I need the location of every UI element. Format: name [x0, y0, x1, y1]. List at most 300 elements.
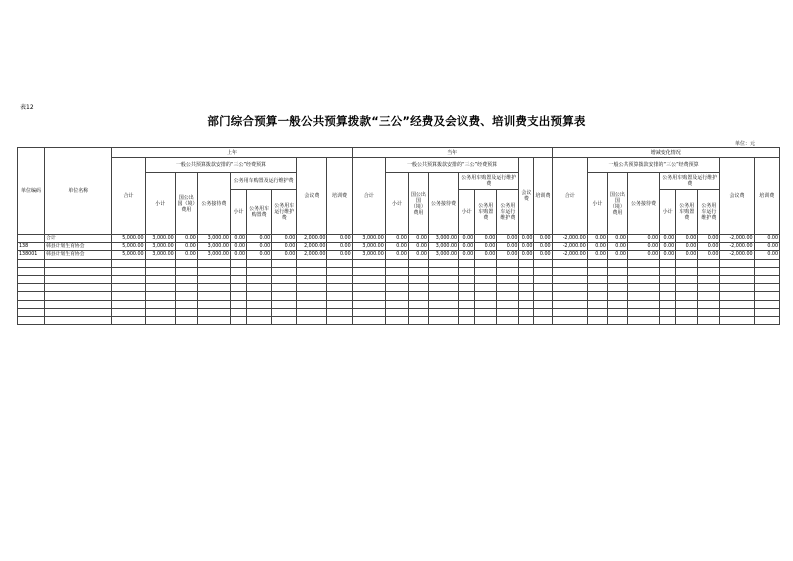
cell-value: 0.00	[231, 251, 247, 259]
empty-cell	[408, 300, 428, 308]
empty-cell	[18, 308, 45, 316]
empty-cell	[552, 316, 587, 324]
cell-value: 0.00	[519, 235, 534, 243]
header-abroad: 国公出国（境）费用	[607, 173, 627, 235]
empty-cell	[627, 300, 659, 308]
empty-cell	[475, 300, 497, 308]
empty-cell	[145, 292, 175, 300]
empty-cell	[475, 267, 497, 275]
empty-cell	[459, 284, 475, 292]
empty-cell	[587, 267, 607, 275]
empty-cell	[231, 267, 247, 275]
empty-cell	[428, 308, 458, 316]
empty-cell	[497, 300, 519, 308]
empty-cell	[720, 308, 754, 316]
empty-cell	[607, 284, 627, 292]
empty-cell	[385, 316, 408, 324]
empty-cell	[297, 267, 327, 275]
empty-cell	[231, 308, 247, 316]
empty-cell	[247, 308, 272, 316]
empty-row	[18, 267, 780, 275]
cell-value: 0.00	[607, 243, 627, 251]
empty-cell	[272, 259, 297, 267]
header-car-run: 公务用车运行维护费	[497, 190, 519, 235]
cell-value: 0.00	[175, 235, 197, 243]
header-car-group: 公务用车购置及运行维护费	[660, 173, 720, 190]
header-training: 培训费	[327, 158, 352, 235]
empty-cell	[534, 275, 552, 283]
cell-value: 0.00	[408, 235, 428, 243]
empty-cell	[297, 259, 327, 267]
empty-cell	[428, 275, 458, 283]
cell-value: -2,000.00	[720, 235, 754, 243]
empty-cell	[587, 259, 607, 267]
empty-cell	[587, 316, 607, 324]
empty-cell	[197, 259, 230, 267]
empty-cell	[607, 292, 627, 300]
cell-value: 0.00	[698, 235, 720, 243]
empty-cell	[175, 275, 197, 283]
header-subtotal: 小计	[587, 173, 607, 235]
empty-cell	[497, 267, 519, 275]
empty-cell	[720, 284, 754, 292]
empty-cell	[197, 316, 230, 324]
header-meeting: 会议费	[297, 158, 327, 235]
empty-cell	[552, 267, 587, 275]
empty-cell	[519, 259, 534, 267]
cell-value: 0.00	[408, 251, 428, 259]
cell-value: 3,000.00	[145, 243, 175, 251]
empty-cell	[297, 275, 327, 283]
empty-cell	[45, 275, 112, 283]
table-row	[18, 243, 780, 251]
empty-cell	[247, 275, 272, 283]
empty-cell	[475, 308, 497, 316]
cell-value: 0.00	[175, 243, 197, 251]
empty-cell	[627, 308, 659, 316]
table-body	[18, 235, 780, 325]
cell-value: 0.00	[497, 251, 519, 259]
header-general: 一般公共预算拨款安排的“三公”经费预算	[145, 158, 297, 173]
empty-cell	[660, 300, 676, 308]
empty-cell	[607, 267, 627, 275]
empty-cell	[18, 267, 45, 275]
cell-value: -2,000.00	[552, 243, 587, 251]
cell-value: 3,000.00	[145, 251, 175, 259]
empty-cell	[534, 300, 552, 308]
empty-cell	[197, 267, 230, 275]
cell-value: 0.00	[676, 243, 698, 251]
header-general: 一般公共预算拨款安排的“三公”经费预算	[587, 158, 720, 173]
cell-value: 0.00	[519, 251, 534, 259]
empty-cell	[352, 292, 385, 300]
header-car-run: 公务用车运行维护费	[272, 190, 297, 235]
cell-value: 0.00	[327, 235, 352, 243]
empty-cell	[45, 259, 112, 267]
cell-value: 3,000.00	[197, 251, 230, 259]
empty-cell	[385, 259, 408, 267]
empty-row	[18, 300, 780, 308]
empty-cell	[497, 275, 519, 283]
empty-cell	[112, 316, 145, 324]
cell-value: 0.00	[754, 235, 779, 243]
cell-name: 韩县计划生育协会	[45, 251, 112, 259]
empty-cell	[459, 259, 475, 267]
empty-cell	[272, 300, 297, 308]
cell-value: 0.00	[698, 243, 720, 251]
empty-cell	[475, 275, 497, 283]
empty-cell	[497, 316, 519, 324]
empty-cell	[112, 267, 145, 275]
empty-cell	[698, 316, 720, 324]
empty-cell	[112, 259, 145, 267]
cell-value: 0.00	[497, 235, 519, 243]
empty-cell	[497, 292, 519, 300]
empty-cell	[175, 267, 197, 275]
empty-cell	[247, 259, 272, 267]
empty-cell	[676, 275, 698, 283]
cell-value: 0.00	[754, 251, 779, 259]
empty-cell	[428, 259, 458, 267]
empty-cell	[112, 308, 145, 316]
cell-value: 0.00	[247, 235, 272, 243]
empty-row	[18, 284, 780, 292]
empty-cell	[352, 316, 385, 324]
cell-value: 0.00	[475, 235, 497, 243]
header-training: 培训费	[534, 158, 552, 235]
empty-cell	[587, 275, 607, 283]
empty-cell	[385, 292, 408, 300]
header-group-diff: 增减变化情况	[552, 148, 779, 158]
empty-cell	[231, 284, 247, 292]
header-reception: 公务接待费	[197, 173, 230, 235]
empty-cell	[197, 308, 230, 316]
cell-value: 0.00	[676, 235, 698, 243]
empty-cell	[175, 259, 197, 267]
empty-cell	[754, 284, 779, 292]
empty-cell	[754, 267, 779, 275]
empty-cell	[272, 284, 297, 292]
empty-cell	[660, 308, 676, 316]
empty-cell	[175, 308, 197, 316]
cell-value: 3,000.00	[352, 251, 385, 259]
empty-cell	[720, 267, 754, 275]
empty-cell	[698, 292, 720, 300]
cell-value: 0.00	[231, 243, 247, 251]
empty-cell	[272, 308, 297, 316]
empty-cell	[297, 308, 327, 316]
empty-cell	[754, 300, 779, 308]
empty-cell	[720, 275, 754, 283]
empty-cell	[231, 259, 247, 267]
cell-value: 0.00	[459, 251, 475, 259]
cell-value: 0.00	[607, 235, 627, 243]
table-row	[18, 251, 780, 259]
empty-cell	[327, 259, 352, 267]
cell-value: 5,000.00	[112, 235, 145, 243]
empty-cell	[352, 259, 385, 267]
cell-value: 3,000.00	[197, 243, 230, 251]
header-car-group: 公务用车购置及运行维护费	[231, 173, 297, 190]
empty-cell	[272, 275, 297, 283]
header-subtotal: 小计	[660, 190, 676, 235]
header-total: 合计	[352, 158, 385, 235]
empty-cell	[698, 300, 720, 308]
empty-cell	[197, 292, 230, 300]
cell-value: 0.00	[247, 251, 272, 259]
empty-cell	[352, 267, 385, 275]
empty-cell	[45, 316, 112, 324]
empty-cell	[676, 267, 698, 275]
empty-cell	[475, 292, 497, 300]
empty-cell	[327, 267, 352, 275]
empty-cell	[247, 284, 272, 292]
empty-cell	[660, 284, 676, 292]
empty-cell	[627, 316, 659, 324]
cell-value: -2,000.00	[720, 251, 754, 259]
empty-cell	[519, 316, 534, 324]
empty-cell	[698, 267, 720, 275]
header-code: 单位编码	[18, 148, 45, 235]
empty-row	[18, 259, 780, 267]
empty-cell	[497, 308, 519, 316]
empty-cell	[720, 300, 754, 308]
cell-value: -2,000.00	[552, 251, 587, 259]
empty-cell	[660, 292, 676, 300]
header-abroad: 国公出国（境）费用	[408, 173, 428, 235]
empty-cell	[627, 259, 659, 267]
empty-cell	[676, 308, 698, 316]
table-number: 表12	[20, 104, 34, 111]
empty-cell	[534, 284, 552, 292]
empty-cell	[352, 275, 385, 283]
empty-cell	[197, 300, 230, 308]
cell-code: 138	[18, 243, 45, 251]
empty-cell	[660, 275, 676, 283]
empty-cell	[145, 284, 175, 292]
empty-cell	[327, 275, 352, 283]
empty-cell	[497, 284, 519, 292]
empty-cell	[754, 308, 779, 316]
empty-cell	[754, 292, 779, 300]
empty-cell	[698, 284, 720, 292]
empty-cell	[475, 259, 497, 267]
empty-cell	[385, 300, 408, 308]
table-row	[18, 235, 780, 243]
empty-cell	[175, 284, 197, 292]
empty-cell	[175, 300, 197, 308]
empty-cell	[676, 316, 698, 324]
header-subtotal: 小计	[145, 173, 175, 235]
empty-cell	[534, 316, 552, 324]
empty-row	[18, 316, 780, 324]
empty-cell	[408, 308, 428, 316]
empty-cell	[428, 267, 458, 275]
cell-value: 0.00	[587, 251, 607, 259]
empty-cell	[519, 308, 534, 316]
empty-cell	[534, 267, 552, 275]
empty-cell	[297, 284, 327, 292]
empty-cell	[247, 292, 272, 300]
cell-value: 3,000.00	[428, 251, 458, 259]
empty-cell	[327, 316, 352, 324]
cell-value: 0.00	[607, 251, 627, 259]
cell-value: 0.00	[231, 235, 247, 243]
cell-value: 0.00	[385, 243, 408, 251]
cell-name: 合计	[45, 235, 112, 243]
cell-value: 3,000.00	[428, 243, 458, 251]
empty-cell	[552, 284, 587, 292]
page-title: 部门综合预算一般公共预算拨款“三公”经费及会议费、培训费支出预算表	[207, 114, 586, 128]
empty-cell	[175, 292, 197, 300]
cell-value: 0.00	[627, 235, 659, 243]
empty-cell	[18, 316, 45, 324]
empty-cell	[112, 284, 145, 292]
empty-cell	[459, 316, 475, 324]
empty-cell	[247, 300, 272, 308]
empty-cell	[607, 275, 627, 283]
cell-value: 0.00	[754, 243, 779, 251]
cell-value: 3,000.00	[352, 235, 385, 243]
empty-cell	[45, 292, 112, 300]
empty-cell	[428, 292, 458, 300]
cell-value: 0.00	[587, 243, 607, 251]
empty-cell	[519, 275, 534, 283]
empty-cell	[112, 300, 145, 308]
header-name: 单位名称	[45, 148, 112, 235]
empty-cell	[145, 267, 175, 275]
header-abroad: 国公出国（境）费用	[175, 173, 197, 235]
empty-cell	[519, 267, 534, 275]
cell-value: 5,000.00	[112, 243, 145, 251]
empty-cell	[327, 284, 352, 292]
empty-cell	[587, 308, 607, 316]
empty-cell	[231, 275, 247, 283]
empty-cell	[754, 259, 779, 267]
cell-name: 韩县计划生育协会	[45, 243, 112, 251]
header-car-run: 公务用车运行维护费	[698, 190, 720, 235]
empty-cell	[720, 292, 754, 300]
cell-value: -2,000.00	[552, 235, 587, 243]
empty-cell	[145, 308, 175, 316]
cell-value: 0.00	[475, 251, 497, 259]
empty-cell	[145, 275, 175, 283]
empty-cell	[676, 292, 698, 300]
cell-value: 0.00	[627, 243, 659, 251]
empty-cell	[519, 300, 534, 308]
cell-value: 0.00	[627, 251, 659, 259]
empty-cell	[676, 284, 698, 292]
empty-row	[18, 308, 780, 316]
empty-cell	[660, 259, 676, 267]
empty-cell	[627, 284, 659, 292]
empty-cell	[607, 308, 627, 316]
empty-cell	[428, 300, 458, 308]
header-subtotal: 小计	[231, 190, 247, 235]
empty-cell	[519, 292, 534, 300]
cell-value: 0.00	[272, 251, 297, 259]
empty-cell	[385, 308, 408, 316]
empty-cell	[587, 284, 607, 292]
budget-table	[17, 147, 780, 325]
empty-cell	[272, 267, 297, 275]
empty-cell	[607, 316, 627, 324]
empty-cell	[297, 316, 327, 324]
empty-cell	[18, 284, 45, 292]
cell-value: 0.00	[385, 251, 408, 259]
empty-cell	[385, 284, 408, 292]
empty-cell	[552, 259, 587, 267]
header-subtotal: 小计	[385, 173, 408, 235]
empty-cell	[459, 275, 475, 283]
empty-cell	[698, 275, 720, 283]
empty-cell	[660, 267, 676, 275]
header-car-buy: 公务用车购置费	[475, 190, 497, 235]
cell-value: 0.00	[327, 251, 352, 259]
cell-value: 0.00	[534, 251, 552, 259]
empty-cell	[587, 292, 607, 300]
header-meeting: 会议费	[720, 158, 754, 235]
empty-cell	[247, 316, 272, 324]
empty-cell	[627, 267, 659, 275]
cell-value: 0.00	[175, 251, 197, 259]
empty-cell	[231, 292, 247, 300]
cell-value: 0.00	[660, 243, 676, 251]
header-group-prev: 上年	[112, 148, 352, 158]
empty-cell	[385, 267, 408, 275]
empty-cell	[698, 259, 720, 267]
empty-cell	[175, 316, 197, 324]
cell-value: 0.00	[272, 235, 297, 243]
empty-cell	[627, 275, 659, 283]
empty-cell	[408, 292, 428, 300]
empty-cell	[45, 300, 112, 308]
cell-value: 0.00	[660, 251, 676, 259]
cell-value: 0.00	[676, 251, 698, 259]
empty-cell	[352, 308, 385, 316]
empty-cell	[231, 300, 247, 308]
cell-value: 0.00	[534, 235, 552, 243]
header-car-buy: 公务用车购置费	[676, 190, 698, 235]
header-car-buy: 公务用车购置费	[247, 190, 272, 235]
empty-cell	[534, 259, 552, 267]
cell-code: 138001	[18, 251, 45, 259]
empty-cell	[676, 300, 698, 308]
empty-cell	[552, 300, 587, 308]
empty-cell	[272, 316, 297, 324]
empty-cell	[475, 316, 497, 324]
cell-value: 2,000.00	[297, 243, 327, 251]
empty-cell	[459, 300, 475, 308]
empty-cell	[698, 308, 720, 316]
cell-value: 0.00	[587, 235, 607, 243]
empty-cell	[720, 259, 754, 267]
empty-cell	[627, 292, 659, 300]
empty-cell	[145, 300, 175, 308]
empty-cell	[197, 284, 230, 292]
cell-value: 0.00	[385, 235, 408, 243]
cell-value: 0.00	[698, 251, 720, 259]
unit-label: 单位：元	[735, 141, 756, 147]
empty-cell	[428, 316, 458, 324]
empty-cell	[327, 308, 352, 316]
cell-value: 3,000.00	[352, 243, 385, 251]
empty-cell	[459, 308, 475, 316]
cell-code	[18, 235, 45, 243]
empty-cell	[352, 284, 385, 292]
cell-value: 3,000.00	[197, 235, 230, 243]
header-general: 一般公共预算拨款安排的“三公”经费预算	[385, 158, 519, 173]
